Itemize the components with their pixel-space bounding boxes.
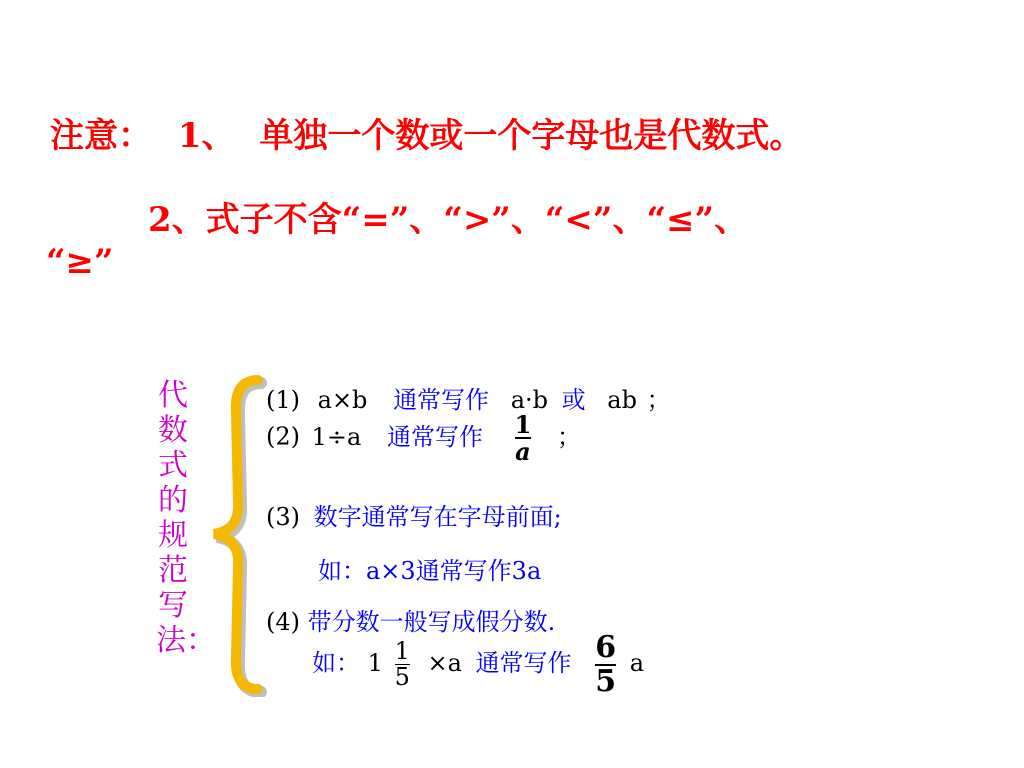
rule-1-or: 或: [561, 386, 586, 414]
rule-4-result-fraction: [595, 632, 616, 697]
rule-1-num: (1): [266, 386, 300, 414]
rule-4-num: (4): [266, 608, 300, 636]
rule-4-example: [312, 632, 644, 697]
rule-4-text2: 通常写作: [475, 649, 572, 677]
rule-2-num: (2): [266, 422, 300, 451]
rule-3-example: 如：a×3通常写作3a: [318, 557, 542, 585]
rule-4-res-den: 5: [595, 663, 617, 699]
rule-4-fraction: [394, 636, 410, 691]
rule-1-end: ；: [646, 386, 671, 414]
note-label: 注意：: [50, 116, 152, 156]
note-item1-text: 单独一个数或一个字母也是代数式。: [259, 116, 804, 156]
rule-2-frac-num: 1: [514, 410, 532, 439]
rule-1-expr2: a·b: [510, 386, 549, 414]
rule-3-num: (3): [266, 503, 300, 531]
rule-4-res-num: 6: [595, 630, 617, 665]
rule-4-times: ×a: [427, 649, 462, 677]
rule-2-expr: 1÷a: [311, 422, 362, 451]
rule-4-frac-den: 5: [394, 663, 410, 691]
rule-2-text: 通常写作: [386, 422, 483, 451]
rule-3-text: 数字通常写在字母前面;: [313, 503, 562, 531]
rule-2-frac-den: a: [515, 437, 531, 467]
brace-icon: [200, 372, 270, 697]
rule-4-ex-label: 如：: [312, 649, 360, 677]
rule-4-res-var: a: [629, 649, 645, 677]
rule-2-fraction: [514, 410, 532, 467]
side-title: 代数式的规范写法：: [156, 378, 216, 658]
rule-1: [266, 380, 671, 415]
rule-4-whole: 1: [367, 649, 383, 677]
rule-3: [266, 497, 562, 532]
note-item1-num: 1、: [177, 116, 236, 156]
note-item2: 2、式子不含“=”、“>”、“<”、“≤”、: [148, 200, 749, 240]
rule-4-text: 带分数一般写成假分数.: [307, 608, 556, 636]
rule-2-end: ；: [556, 422, 581, 451]
rule-1-expr3: ab: [607, 386, 637, 414]
rule-1-expr: a×b: [317, 386, 368, 414]
note-item2-cont: “≥”: [46, 242, 114, 282]
rule-1-text: 通常写作: [393, 386, 490, 414]
rule-2: [266, 410, 581, 467]
rule-4-frac-num: 1: [394, 636, 410, 665]
note-line-1: [50, 108, 803, 157]
